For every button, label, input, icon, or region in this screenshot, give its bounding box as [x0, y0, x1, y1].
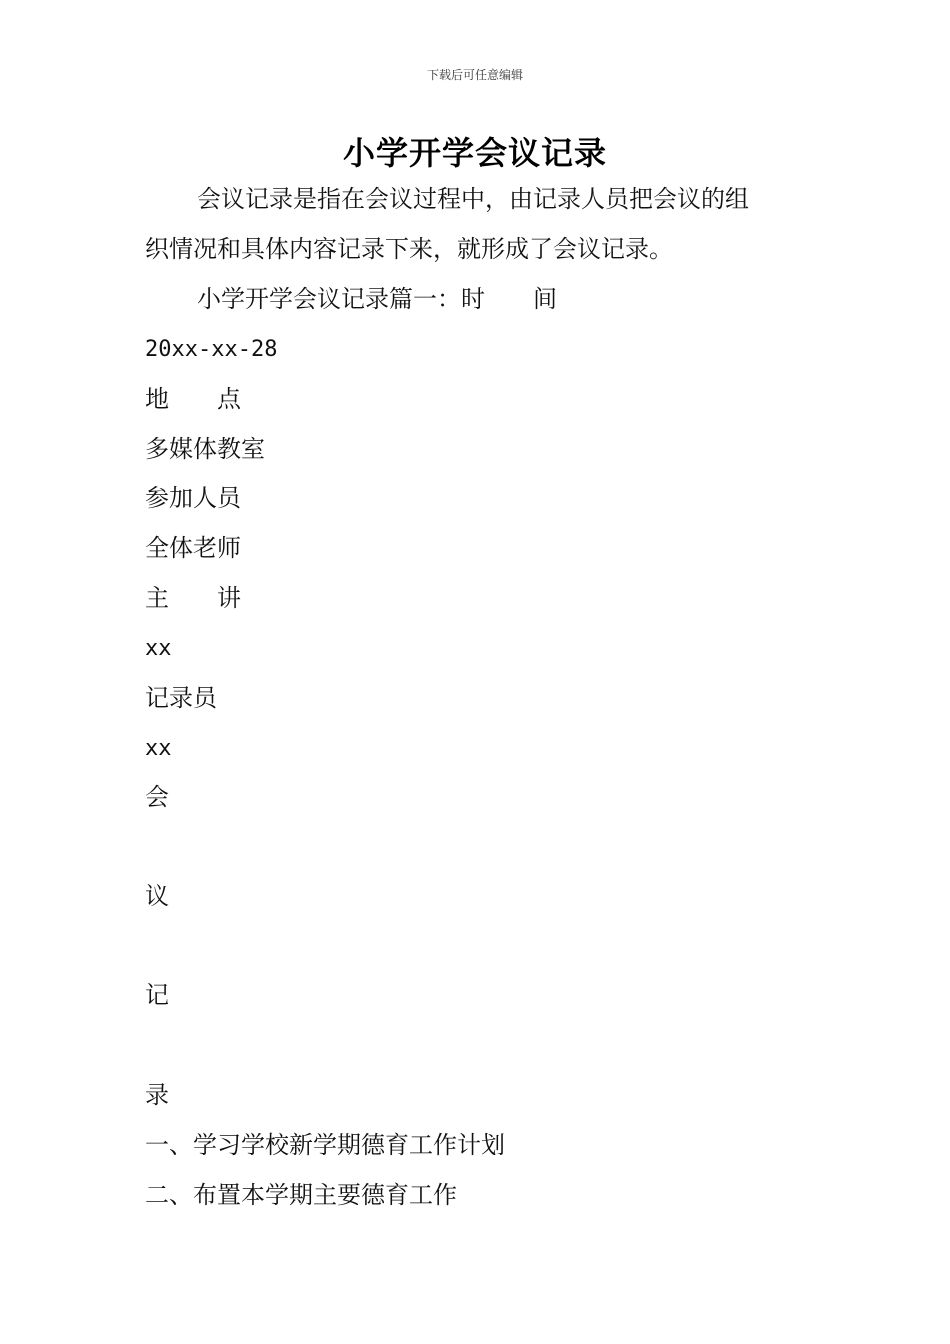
minutes-label-char-1: 会: [145, 783, 169, 811]
recorder-value: xx: [145, 736, 172, 761]
speaker-label: 主 讲: [145, 584, 241, 612]
agenda-item-2: 二、布置本学期主要德育工作: [145, 1181, 457, 1209]
attendees-value: 全体老师: [145, 534, 241, 562]
place-label: 地 点: [145, 385, 241, 413]
section-heading: 小学开学会议记录篇一：时 间: [197, 285, 557, 313]
minutes-label-char-3: 记: [145, 981, 169, 1009]
minutes-label-char-2: 议: [145, 882, 169, 910]
place-value: 多媒体教室: [145, 435, 265, 463]
agenda-item-1: 一、学习学校新学期德育工作计划: [145, 1131, 505, 1159]
attendees-label: 参加人员: [145, 484, 241, 512]
header-note: 下载后可任意编辑: [426, 68, 523, 82]
time-value: 20xx-xx-28: [145, 337, 278, 362]
minutes-label-char-4: 录: [145, 1081, 169, 1109]
document-title: 小学开学会议记录: [342, 134, 607, 172]
speaker-value: xx: [145, 636, 172, 661]
intro-line-1: 会议记录是指在会议过程中，由记录人员把会议的组: [197, 185, 749, 213]
intro-line-2: 织情况和具体内容记录下来，就形成了会议记录。: [145, 235, 673, 263]
recorder-label: 记录员: [145, 684, 217, 712]
